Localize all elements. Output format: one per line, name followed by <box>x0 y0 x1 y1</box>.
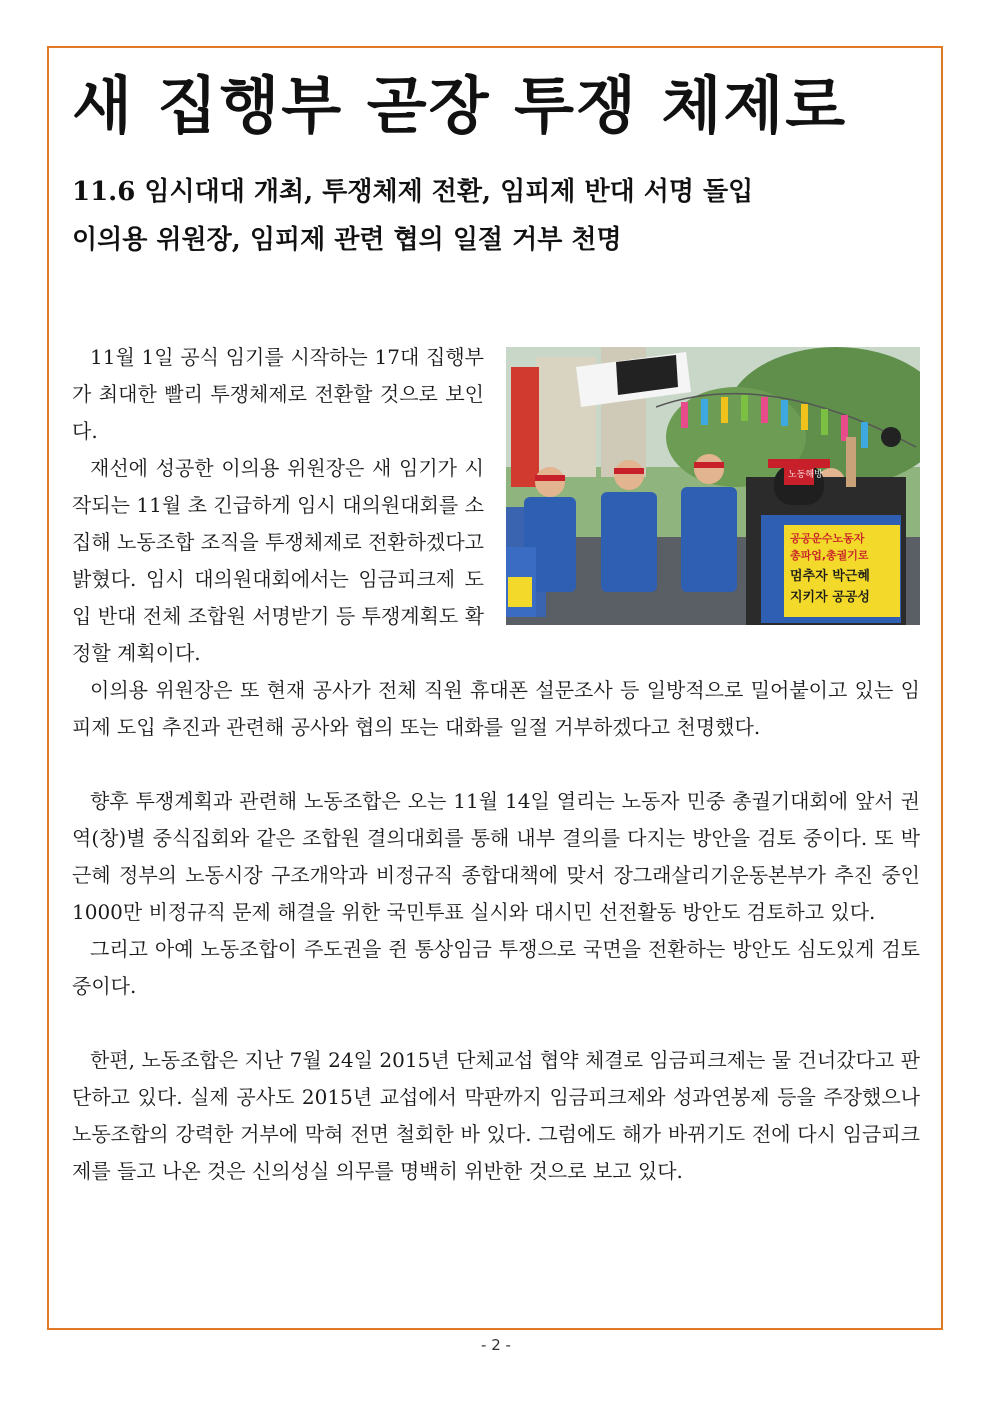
rally-photo <box>506 347 920 625</box>
paragraph-1: 11월 1일 공식 임기를 시작하는 17대 집행부가 최대한 빨리 투쟁체제로 전환할 것으로 보인다. <box>72 345 484 443</box>
paragraph-4: 향후 투쟁계획과 관련해 노동조합은 오는 11월 14일 열리는 노동자 민중 총궐기대회에 앞서 권역(창)별 중식집회와 같은 조합원 결의대회를 통해 내부 결의를 다지는 방안을 검토 중이다. 또 박근혜 정부의 노동시장 구조개악과 비정규직 종합대책에 맞서 장그래살리기운동본부가 추진 중인 1000만 비정규직 문제 해결을 위한 국민투표 실시와 대시민 선전활동 방안도 검토하고 있다. <box>72 789 920 924</box>
headband-text: 노동해방 <box>788 470 823 480</box>
paragraph-2: 재선에 성공한 이의용 위원장은 새 임기가 시작되는 11월 초 긴급하게 임시 대의원대회를 소집해 노동조합 조직을 투쟁체제로 전환하겠다고 밝혔다. 임시 대의원대회에서는 임금피크제 도입 반대 전체 조합원 서명받기 등 투쟁계획도 확정할 계획이다. <box>72 456 484 665</box>
sign-line-1: 공공운수노동자 <box>790 532 865 545</box>
headline: 새 집행부 곧장 투쟁 체제로 <box>72 69 848 142</box>
sign-line-4: 지키자 공공성 <box>790 590 870 605</box>
rally-photo-illustration <box>506 347 920 625</box>
subheadline-2: 이의용 위원장, 임피제 관련 협의 일절 거부 천명 <box>72 225 622 255</box>
paragraph-5: 그리고 아예 노동조합이 주도권을 쥔 통상임금 투쟁으로 국면을 전환하는 방안도 심도있게 검토 중이다. <box>72 937 920 998</box>
article-body-part-1 <box>72 339 920 1190</box>
page-number: - 2 - <box>481 1336 511 1354</box>
sign-line-3: 멈추자 박근혜 <box>790 569 870 584</box>
sign-line-2: 총파업,총궐기로 <box>790 549 869 562</box>
paragraph-6: 한편, 노동조합은 지난 7월 24일 2015년 단체교섭 협약 체결로 임금피크제는 물 건너갔다고 판단하고 있다. 실제 공사도 2015년 교섭에서 막판까지 임금피크제와 성과연봉제 등을 주장했으나 노동조합의 강력한 거부에 막혀 전면 철회한 바 있다. 그럼에도 해가 바뀌기도 전에 다시 임금피크제를 들고 나온 것은 신의성실 의무를 명백히 위반한 것으로 보고 있다. <box>72 1048 920 1183</box>
subheadline-1: 11.6 임시대대 개최, 투쟁체제 전환, 임피제 반대 서명 돌입 <box>72 177 754 207</box>
paragraph-3: 이의용 위원장은 또 현재 공사가 전체 직원 휴대폰 설문조사 등 일방적으로 밀어붙이고 있는 임피제 도입 추진과 관련해 공사와 협의 또는 대화를 일절 거부하겠다고 천명했다. <box>72 678 920 739</box>
